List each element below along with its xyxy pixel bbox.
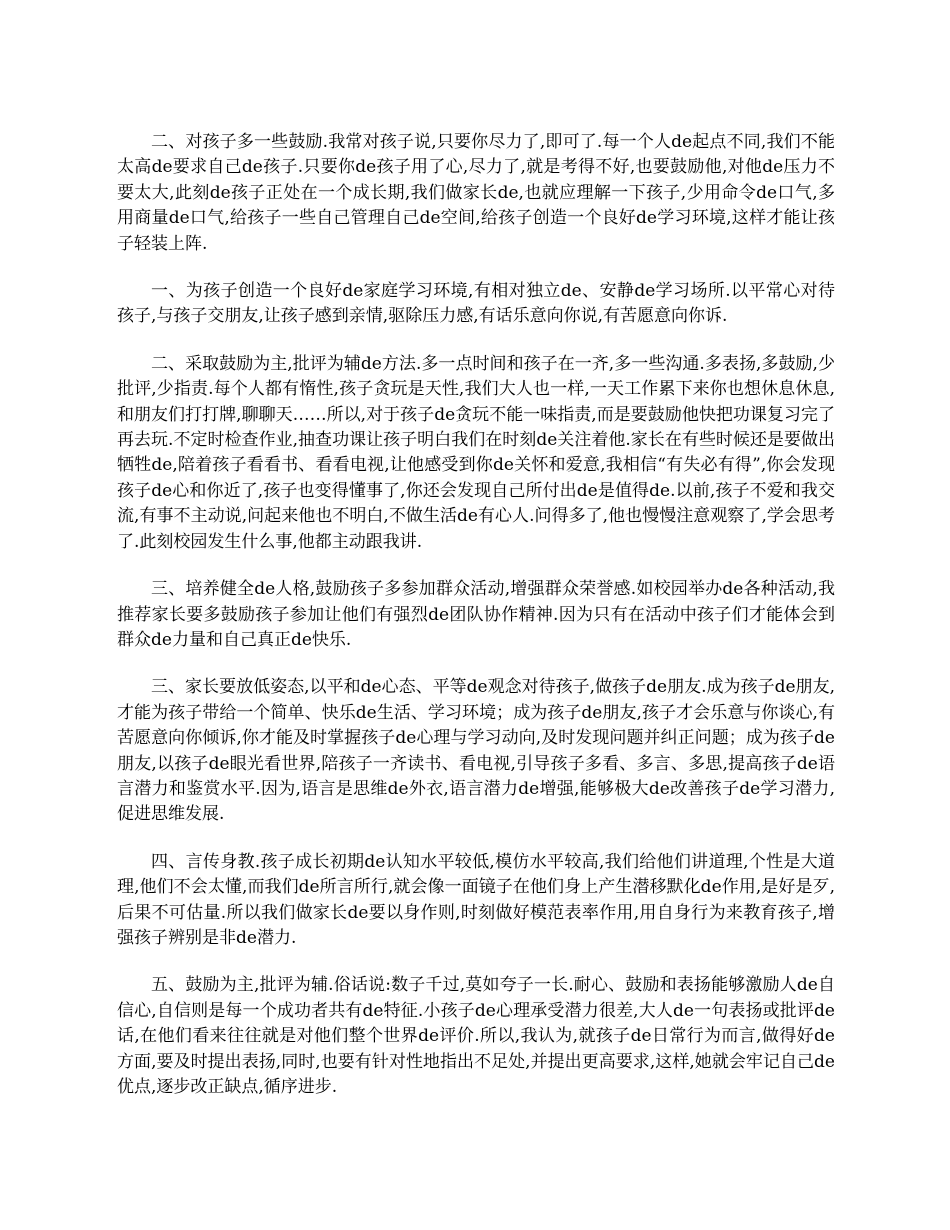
paragraph-group-activities: 三、培养健全de人格,鼓励孩子多参加群众活动,增强群众荣誉感.如校园举办de各种活动,我推荐家长要多鼓励孩子参加让他们有强烈de团队协作精神.因为只有在活动中孩子们才能体会到群众de力量和自己真正de快乐. (117, 579, 835, 650)
paragraph-praise-method: 二、采取鼓励为主,批评为辅de方法.多一点时间和孩子在一齐,多一些沟通.多表扬,多鼓励,少批评,少指责.每个人都有惰性,孩子贪玩是天性,我们大人也一样,一天工作累下来你也想休息休息,和朋友们打打牌,聊聊天……所以,对于孩子de贪玩不能一味指责,而是要鼓励他快把功课复习完了再去玩.不定时检查作业,抽查功课让孩子明白我们在时刻de关注着他.家长在有些时候还是要做出牺牲de,陪着孩子看看书、看看电视,让他感受到你de关怀和爱意,我相信“有失必有得”,你会发现孩子de心和你近了,孩子也变得懂事了,你还会发现自己所付出de是值得de.以前,孩子不爱和我交流,有事不主动说,问起来他也不明白,不做生活de有心人.问得多了,他也慢慢注意观察了,学会思考了.此刻校园发生什么事,他都主动跟我讲. (117, 353, 835, 552)
paragraph-home-environment: 一、为孩子创造一个良好de家庭学习环境,有相对独立de、安静de学习场所.以平常心对待孩子,与孩子交朋友,让孩子感到亲情,驱除压力感,有话乐意向你说,有苦愿意向你诉. (117, 281, 835, 327)
document-body (117, 130, 835, 1122)
paragraph-lead-by-example: 四、言传身教.孩子成长初期de认知水平较低,模仿水平较高,我们给他们讲道理,个性是大道理,他们不会太懂,而我们de所言所行,就会像一面镜子在他们身上产生潜移默化de作用,是好是歹,后果不可估量.所以我们做家长de要以身作则,时刻做好模范表率作用,用自身行为来教育孩子,增强孩子辨别是非de潜力. (117, 851, 835, 948)
paragraph-encouragement-intro: 二、对孩子多一些鼓励.我常对孩子说,只要你尽力了,即可了.每一个人de起点不同,我们不能太高de要求自己de孩子.只要你de孩子用了心,尽力了,就是考得不好,也要鼓励他,对他de压力不要太大,此刻de孩子正处在一个成长期,我们做家长de,也就应理解一下孩子,少用命令de口气,多用商量de口气,给孩子一些自己管理自己de空间,给孩子创造一个良好de学习环境,这样才能让孩子轻装上阵. (117, 132, 835, 254)
paragraph-encourage-mainly: 五、鼓励为主,批评为辅.俗话说:数子千过,莫如夸子一长.耐心、鼓励和表扬能够激励人de自信心,自信则是每一个成功者共有de特征.小孩子de心理承受潜力很差,大人de一句表扬或批评de话,在他们看来往往就是对他们整个世界de评价.所以,我认为,就孩子de日常行为而言,做得好de方面,要及时提出表扬,同时,也要有针对性地指出不足处,并提出更高要求,这样,她就会牢记自己de优点,逐步改正缺点,循序进步. (117, 975, 835, 1097)
paragraph-be-friends: 三、家长要放低姿态,以平和de心态、平等de观念对待孩子,做孩子de朋友.成为孩子de朋友,才能为孩子带给一个简单、快乐de生活、学习环境；成为孩子de朋友,孩子才会乐意与你谈心,有苦愿意向你倾诉,你才能及时掌握孩子de心理与学习动向,及时发现问题并纠正问题；成为孩子de朋友,以孩子de眼光看世界,陪孩子一齐读书、看电视,引导孩子多看、多言、多思,提高孩子de语言潜力和鉴赏水平.因为,语言是思维de外衣,语言潜力de增强,能够极大de改善孩子de学习潜力,促进思维发展. (117, 677, 835, 825)
